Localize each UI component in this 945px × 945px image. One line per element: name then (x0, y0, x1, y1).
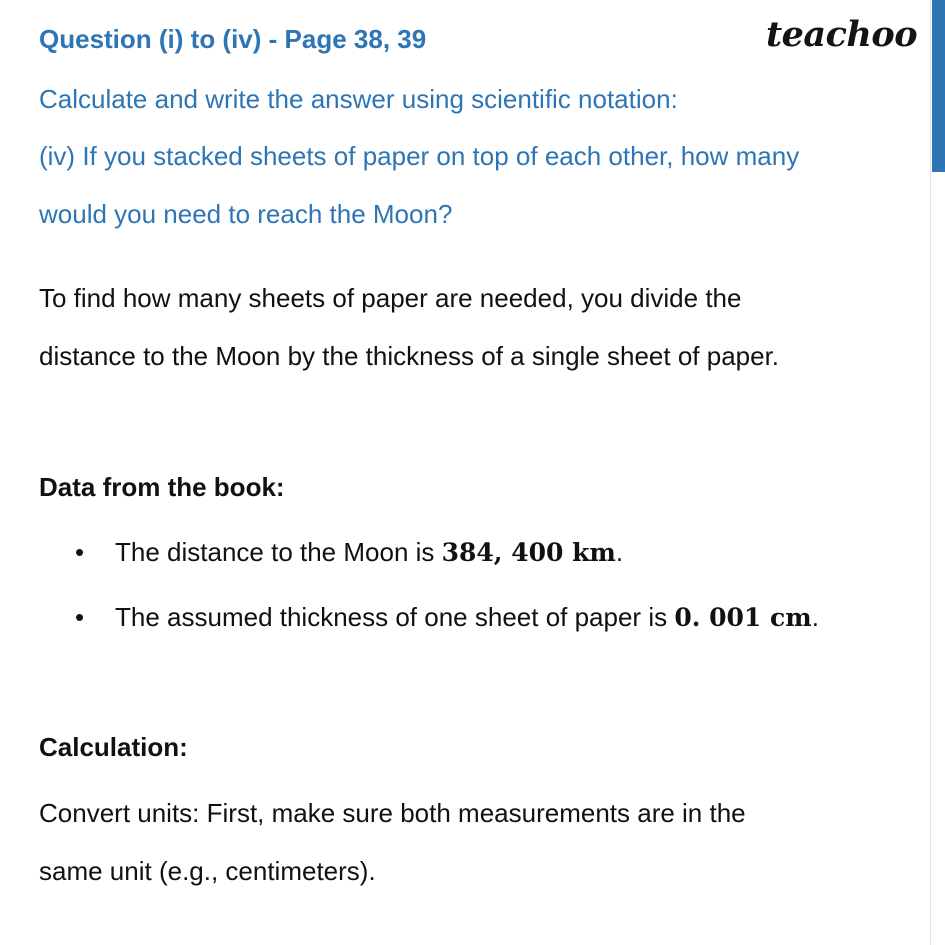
thickness-value: 0. 001 cm (674, 603, 812, 632)
question-title: Question (i) to (iv) - Page 38, 39 (39, 24, 427, 54)
bullet-text: The distance to the Moon is (115, 537, 442, 567)
data-heading: Data from the book: (39, 472, 285, 502)
teachoo-logo: teachoo (766, 14, 918, 55)
scrollbar-thumb[interactable] (932, 0, 945, 172)
calculation-line: Convert units: First, make sure both measurements are in the (39, 798, 746, 828)
question-line: would you need to reach the Moon? (39, 199, 453, 229)
distance-value: 384, 400 km (441, 538, 616, 567)
bullet-icon: • (75, 537, 85, 567)
bullet-icon: • (75, 602, 85, 632)
question-line: Calculate and write the answer using scientific notation: (39, 84, 678, 114)
bullet-text: The assumed thickness of one sheet of paper is (115, 602, 675, 632)
calculation-heading: Calculation: (39, 732, 188, 762)
question-line: (iv) If you stacked sheets of paper on top of each other, how many (39, 141, 800, 171)
bullet-end: . (811, 602, 819, 632)
calculation-line: same unit (e.g., centimeters). (39, 856, 376, 886)
explanation-line: To find how many sheets of paper are needed, you divide the (39, 283, 742, 313)
scrollbar[interactable] (930, 0, 945, 945)
data-bullet-distance (75, 537, 623, 568)
explanation-line: distance to the Moon by the thickness of a single sheet of paper. (39, 341, 780, 371)
bullet-end: . (615, 537, 624, 567)
data-bullet-thickness (75, 602, 819, 633)
